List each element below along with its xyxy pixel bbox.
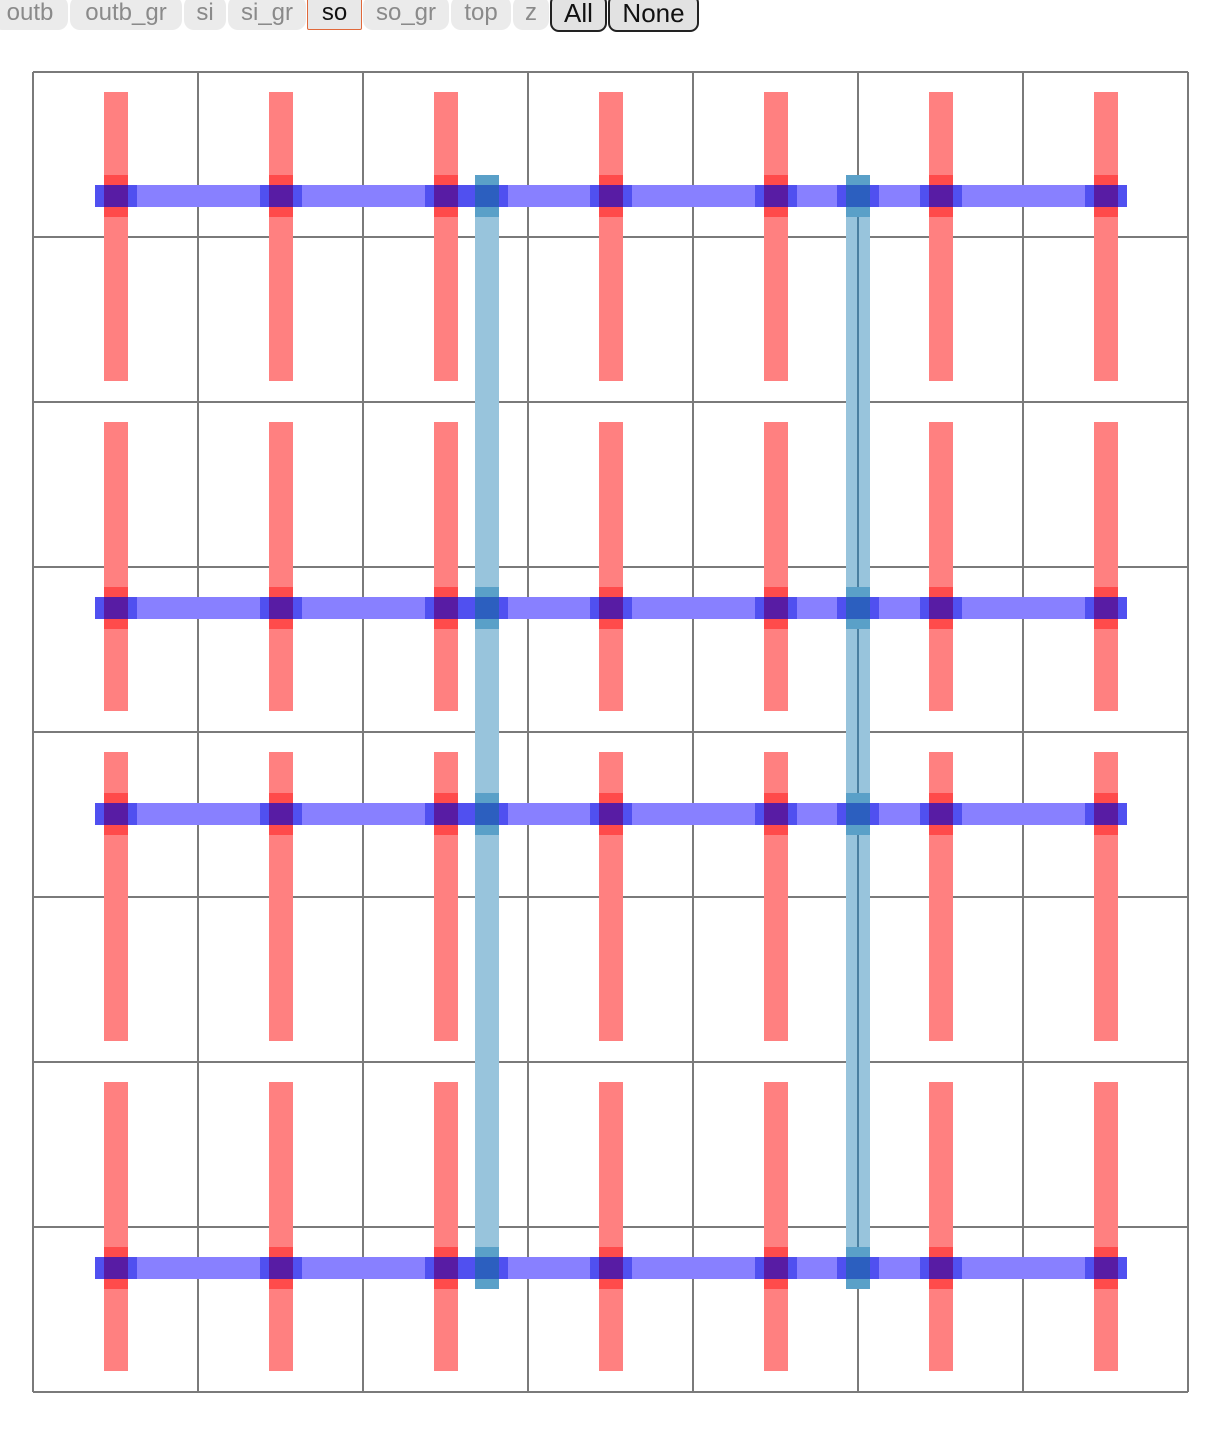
vertical-wire [269, 1082, 293, 1371]
via-overlap [269, 803, 293, 825]
via-overlap [1094, 597, 1118, 619]
vertical-wire [1094, 1082, 1118, 1371]
layer-toggle-outb-gr[interactable]: outb_gr [70, 0, 182, 30]
layer-toggle-so[interactable]: so [307, 0, 362, 30]
via-overlap [269, 185, 293, 207]
via-overlap [764, 185, 788, 207]
via-overlap [599, 597, 623, 619]
select-none-button[interactable]: None [608, 0, 699, 32]
via-overlap [599, 185, 623, 207]
vertical-wire [269, 92, 293, 381]
via-overlap [929, 185, 953, 207]
vertical-wire [764, 1082, 788, 1371]
vertical-wire [104, 422, 128, 711]
layer-toggle-si[interactable]: si [184, 0, 226, 30]
rail-wire [475, 175, 499, 1289]
vertical-wire [434, 92, 458, 381]
vertical-wire [104, 92, 128, 381]
layer-toggle-top[interactable]: top [451, 0, 511, 30]
vertical-wire [764, 422, 788, 711]
vertical-wire [929, 1082, 953, 1371]
vertical-wire [599, 422, 623, 711]
vertical-wire [434, 1082, 458, 1371]
via-overlap [104, 803, 128, 825]
vertical-wire [434, 422, 458, 711]
via-overlap [269, 597, 293, 619]
rail-overlap [475, 1257, 499, 1279]
via-overlap [599, 803, 623, 825]
vertical-wire [599, 1082, 623, 1371]
rail-overlap [475, 803, 499, 825]
via-overlap [1094, 803, 1118, 825]
rail-overlap [475, 597, 499, 619]
vertical-wire [764, 92, 788, 381]
via-overlap [764, 597, 788, 619]
rail-overlap [475, 185, 499, 207]
rail-overlap [846, 185, 870, 207]
via-overlap [434, 185, 458, 207]
vertical-wire [599, 92, 623, 381]
vertical-wire [929, 92, 953, 381]
via-overlap [434, 803, 458, 825]
via-overlap [929, 1257, 953, 1279]
layer-toggle-z[interactable]: z [513, 0, 549, 30]
via-overlap [764, 1257, 788, 1279]
select-all-button[interactable]: All [550, 0, 607, 32]
vertical-wire [1094, 92, 1118, 381]
via-overlap [104, 1257, 128, 1279]
via-overlap [1094, 1257, 1118, 1279]
via-overlap [269, 1257, 293, 1279]
vertical-wire [269, 422, 293, 711]
via-overlap [1094, 185, 1118, 207]
via-overlap [104, 597, 128, 619]
rail-overlap [846, 597, 870, 619]
via-overlap [434, 1257, 458, 1279]
rail-overlap [846, 1257, 870, 1279]
via-overlap [764, 803, 788, 825]
via-overlap [104, 185, 128, 207]
layer-toggle-outb[interactable]: outb [0, 0, 68, 30]
via-overlap [929, 597, 953, 619]
vertical-wire [1094, 422, 1118, 711]
layer-toggle-si-gr[interactable]: si_gr [228, 0, 306, 30]
vertical-wire [929, 422, 953, 711]
layer-toggle-so-gr[interactable]: so_gr [363, 0, 449, 30]
rail-overlap [846, 803, 870, 825]
via-overlap [599, 1257, 623, 1279]
via-overlap [929, 803, 953, 825]
vertical-wire [104, 1082, 128, 1371]
via-overlap [434, 597, 458, 619]
